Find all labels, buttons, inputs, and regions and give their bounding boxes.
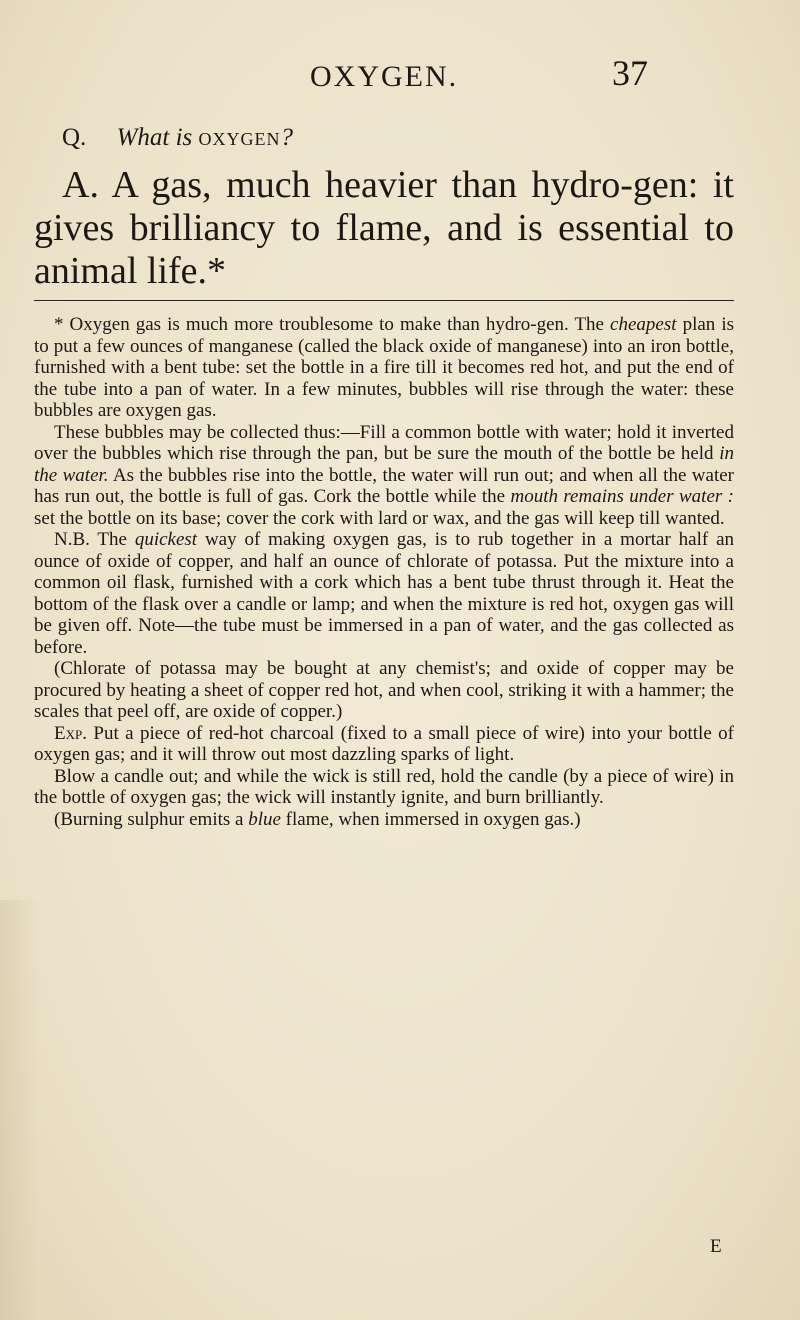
answer-text: A gas, much heavier than hydro-gen: it gives brilliancy to flame, and is essential to animal life.* (34, 164, 734, 292)
experiment-label: Exp. (54, 722, 87, 744)
fn2-text-b: As the bubbles rise into the bottle, the water will run out; and when all the water has run out, the bottle is full of gas. Cork the bottle while the (34, 464, 734, 507)
footnote (34, 314, 734, 830)
footnote-paragraph-7 (34, 809, 734, 831)
fn2-text-c: set the bottle on its base; cover the cork with lard or wax, and the gas will keep till wanted. (34, 507, 725, 529)
footnote-paragraph-5 (34, 723, 734, 766)
fn2-emphasis-1: in the water. (34, 443, 734, 486)
question-term: oxygen (198, 124, 281, 151)
fn7-text-a: (Burning sulphur emits a (54, 808, 249, 830)
footnote-paragraph-6: Blow a candle out; and while the wick is still red, hold the candle (by a piece of wire) in the bottle of oxygen gas; the wick will instantly ignite, and burn brilliantly. (34, 765, 734, 808)
page-header (0, 53, 800, 100)
fn1-text-b: plan is to put a few ounces of manganese (called the black oxide of manganese) into an iron bottle, furnished with a bent tube: set the bottle in a fire till it becomes red hot, and put the end of the tube into a pan of water. In a few minutes, bubbles will rise through the water: these bubbles are oxygen gas. (34, 314, 735, 421)
footnote-paragraph-4: (Chlorate of potassa may be bought at any chemist's; and oxide of copper may be procured by heating a sheet of copper red hot, and when cool, striking it with a hammer; the scales that peel off, are oxide of copper.) (34, 658, 734, 722)
fn3-text-b: way of making oxygen gas, is to rub together in a mortar half an ounce of oxide of copper, and half an ounce of chlorate of potassa. Put the mixture into a common oil flask, furnished with a cork which has a bent tube thrust through it. Heat the bottom of the flask over a candle or lamp; and when the mixture is red hot, oxygen gas will be given off. Note—the tube must be immersed in a pan of water, and the gas collected as before. (34, 529, 735, 658)
question-text (117, 124, 293, 151)
fn7-text-b: flame, when immersed in oxygen gas.) (280, 808, 581, 830)
fn2-emphasis-2: mouth remains under water : (510, 486, 734, 507)
page-stain (0, 900, 40, 1320)
answer-label: A. (62, 164, 99, 206)
question-text-italic: What is (116, 124, 193, 151)
fn7-emphasis: blue (248, 808, 281, 830)
footnote-paragraph-3 (34, 529, 734, 658)
footnote-paragraph-2 (34, 422, 734, 530)
answer (34, 164, 734, 293)
signature-mark: E (710, 1236, 722, 1257)
question (62, 124, 742, 152)
fn2-text-a: These bubbles may be collected thus:—Fill a common bottle with water; hold it inverted over the bubbles which rise through the pan, but be sure the mouth of the bottle be held (34, 421, 734, 464)
running-head: OXYGEN. (310, 60, 459, 93)
fn1-emphasis: cheapest (610, 314, 677, 335)
page-number: 37 (612, 53, 648, 93)
fn5-text: Put a piece of red-hot charcoal (fixed to a small piece of wire) into your bottle of oxygen gas; and it will throw out most dazzling sparks of light. (34, 722, 734, 765)
footnote-paragraph-1 (34, 314, 734, 422)
question-mark: ? (280, 124, 294, 151)
fn1-text-a: * Oxygen gas is much more troublesome to make than hydro-gen. The (54, 314, 611, 335)
question-label: Q. (62, 124, 87, 151)
fn3-emphasis: quickest (134, 529, 198, 550)
fn3-text-a: N.B. The (54, 529, 135, 550)
footnote-rule (34, 300, 734, 301)
